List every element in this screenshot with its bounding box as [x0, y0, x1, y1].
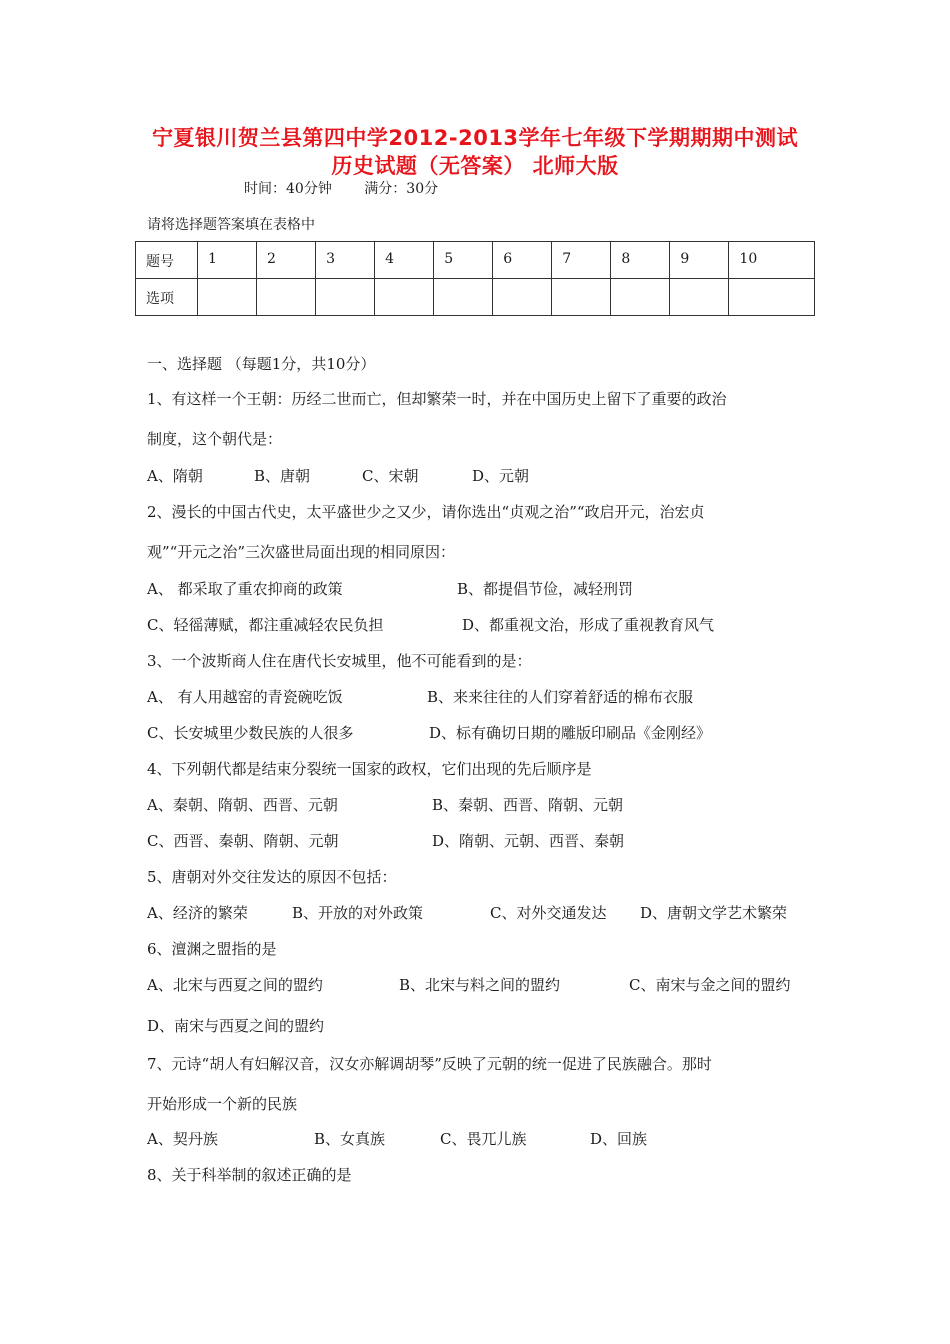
answer-cell[interactable]: [611, 279, 670, 316]
question-6-stem: 6、澶渊之盟指的是: [147, 940, 277, 958]
answer-table-row-label: 题号: [136, 242, 198, 279]
answer-table-choice-row: [136, 279, 815, 316]
option-d: D、隋朝、元朝、西晋、秦朝: [432, 832, 625, 850]
option-b: B、秦朝、西晋、隋朝、元朝: [432, 796, 624, 814]
question-1-stem: 1、有这样一个王朝：历经二世而亡，但却繁荣一时，并在中国历史上留下了重要的政治: [147, 390, 727, 408]
option-c: C、长安城里少数民族的人很多: [147, 724, 354, 742]
answer-cell[interactable]: [434, 279, 493, 316]
option-a: A、北宋与西夏之间的盟约: [147, 976, 323, 994]
option-b: B、女真族: [314, 1130, 386, 1148]
question-2-options-ab: [147, 578, 633, 599]
answer-table-number: 4: [375, 242, 434, 279]
answer-table-number: 2: [257, 242, 316, 279]
exam-title-line-2: 历史试题（无答案） 北师大版: [331, 154, 619, 178]
option-b: B、北宋与料之间的盟约: [399, 976, 561, 994]
answer-table: [135, 241, 815, 316]
answer-instruction: 请将选择题答案填在表格中: [147, 217, 315, 233]
option-c: C、对外交通发达: [490, 904, 607, 922]
option-b: B、都提倡节俭，减轻刑罚: [457, 580, 634, 598]
option-d: D、标有确切日期的雕版印刷品《金刚经》: [429, 724, 712, 742]
option-d: D、唐朝文学艺术繁荣: [640, 904, 788, 922]
section-heading: 一、选择题 （每题1分，共10分）: [147, 355, 376, 373]
option-a: A、秦朝、隋朝、西晋、元朝: [147, 796, 338, 814]
option-a: A、 都采取了重农抑商的政策: [147, 580, 343, 598]
option-a: A、经济的繁荣: [147, 904, 248, 922]
option-b: B、唐朝: [254, 467, 311, 485]
question-3-stem: 3、一个波斯商人住在唐代长安城里，他不可能看到的是：: [147, 652, 532, 670]
option-b: B、开放的对外政策: [292, 904, 424, 922]
exam-title-line-1: 宁夏银川贺兰县第四中学2012-2013学年七年级下学期期期中测试: [151, 126, 799, 150]
exam-time: 时间：40分钟: [244, 181, 332, 197]
question-3-options-cd: [147, 722, 711, 743]
answer-table-number: 6: [493, 242, 552, 279]
question-2-stem: 2、漫长的中国古代史，太平盛世少之又少，请你选出“贞观之治”“政启开元，治宏贞: [147, 503, 705, 521]
question-7-stem: 7、元诗“胡人有妇解汉音，汉女亦解调胡琴”反映了元朝的统一促进了民族融合。那时: [147, 1055, 712, 1073]
option-c: C、畏兀儿族: [440, 1130, 527, 1148]
answer-cell[interactable]: [493, 279, 552, 316]
question-8-stem: 8、关于科举制的叙述正确的是: [147, 1166, 352, 1184]
question-4-stem: 4、下列朝代都是结束分裂统一国家的政权，它们出现的先后顺序是: [147, 760, 592, 778]
question-4-options-ab: [147, 794, 623, 815]
answer-table-number: 3: [316, 242, 375, 279]
answer-cell[interactable]: [198, 279, 257, 316]
question-4-options-cd: [147, 830, 624, 851]
answer-table-number: 10: [729, 242, 815, 279]
option-d: D、回族: [590, 1130, 648, 1148]
option-d: D、元朝: [472, 467, 530, 485]
answer-cell[interactable]: [729, 279, 815, 316]
option-a: A、契丹族: [147, 1130, 218, 1148]
question-2-options-cd: [147, 614, 714, 635]
question-3-options-ab: [147, 686, 693, 707]
exam-full-score: 满分：30分: [364, 181, 439, 197]
option-d: D、南宋与西夏之间的盟约: [147, 1017, 325, 1035]
answer-table-number-row: [136, 242, 815, 279]
option-a: A、 有人用越窑的青瓷碗吃饭: [147, 688, 343, 706]
answer-table-number: 9: [670, 242, 729, 279]
question-7-options: [147, 1128, 647, 1149]
answer-cell[interactable]: [375, 279, 434, 316]
question-6-options-abc: [147, 974, 790, 995]
option-b: B、来来往往的人们穿着舒适的棉布衣服: [427, 688, 694, 706]
answer-table-number: 1: [198, 242, 257, 279]
question-1-stem-cont: 制度，这个朝代是：: [147, 430, 283, 448]
answer-table-number: 5: [434, 242, 493, 279]
option-d: D、都重视文治，形成了重视教育风气: [462, 616, 715, 634]
question-5-stem: 5、唐朝对外交往发达的原因不包括：: [147, 868, 397, 886]
option-a: A、隋朝: [147, 467, 203, 485]
option-c: C、西晋、秦朝、隋朝、元朝: [147, 832, 339, 850]
answer-cell[interactable]: [316, 279, 375, 316]
option-c: C、轻徭薄赋，都注重减轻农民负担: [147, 616, 384, 634]
question-1-options: [147, 465, 529, 486]
answer-cell[interactable]: [670, 279, 729, 316]
question-5-options: [147, 902, 787, 923]
exam-meta: [244, 178, 438, 198]
question-2-stem-cont: 观”“开元之治”三次盛世局面出现的相同原因：: [147, 543, 456, 561]
answer-table-row-label: 选项: [136, 279, 198, 316]
option-c: C、南宋与金之间的盟约: [629, 976, 791, 994]
answer-cell[interactable]: [552, 279, 611, 316]
option-c: C、宋朝: [362, 467, 419, 485]
answer-cell[interactable]: [257, 279, 316, 316]
answer-table-number: 8: [611, 242, 670, 279]
question-6-options-d: [147, 1015, 324, 1036]
answer-table-number: 7: [552, 242, 611, 279]
question-7-stem-cont: 开始形成一个新的民族: [147, 1095, 298, 1113]
